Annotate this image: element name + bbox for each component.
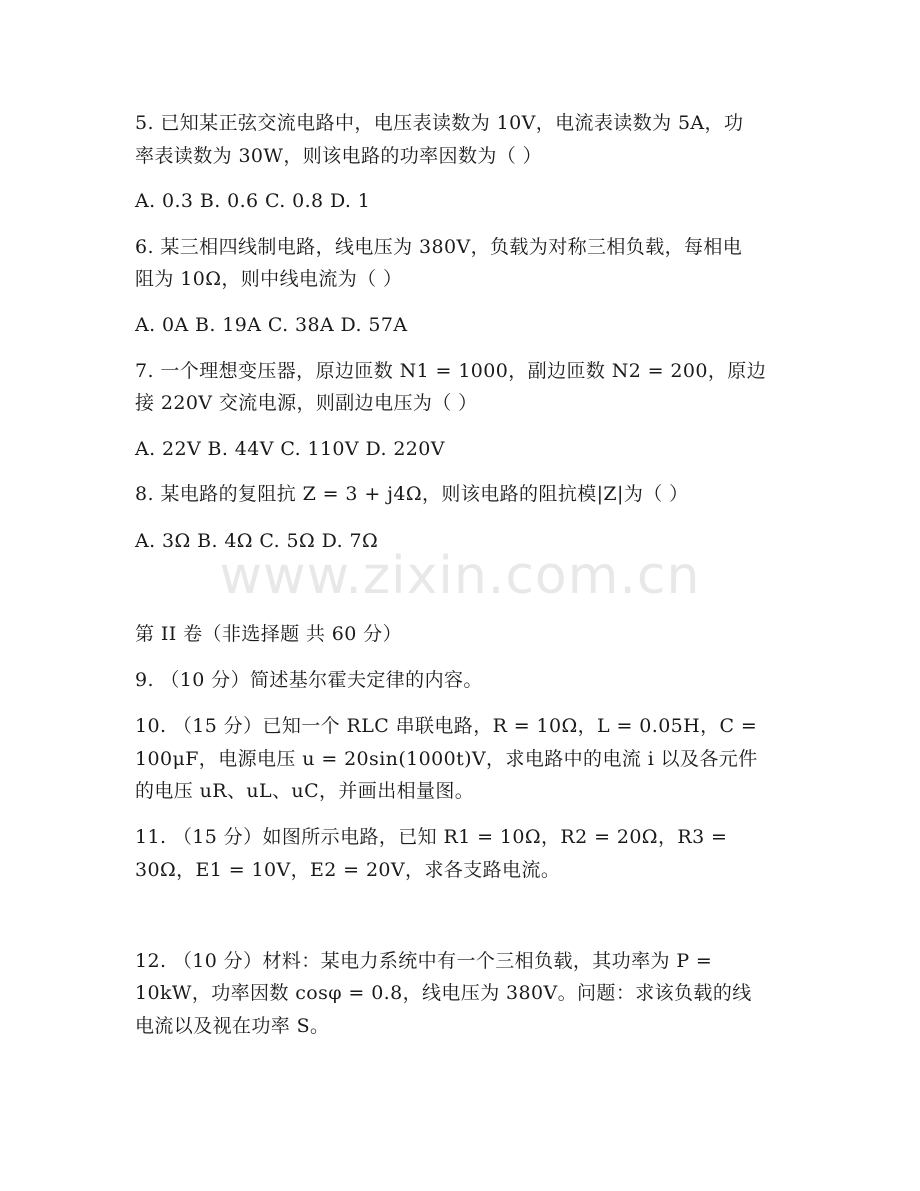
watermark: www.zixin.com.cn bbox=[219, 546, 701, 606]
question-8-text-line-1: 8. 某电路的复阻抗 Z = 3 + j4Ω，则该电路的阻抗模|Z|为（ ） bbox=[135, 483, 689, 505]
question-5-text-line-2: 率表读数为 30W，则该电路的功率因数为（ ） bbox=[135, 145, 542, 167]
question-12-text-line-2: 10kW，功率因数 cosφ = 0.8，线电压为 380V。问题：求该负载的线 bbox=[135, 982, 752, 1004]
question-6-options: A. 0A B. 19A C. 38A D. 57A bbox=[135, 314, 408, 336]
question-8-options: A. 3Ω B. 4Ω C. 5Ω D. 7Ω bbox=[135, 530, 379, 552]
question-5-options: A. 0.3 B. 0.6 C. 0.8 D. 1 bbox=[135, 190, 371, 212]
question-9-text: 9. （10 分）简述基尔霍夫定律的内容。 bbox=[135, 669, 483, 691]
question-10-text-line-1: 10. （15 分）已知一个 RLC 串联电路，R = 10Ω，L = 0.05H，C = bbox=[135, 715, 758, 737]
question-5-text-line-1: 5. 已知某正弦交流电路中，电压表读数为 10V，电流表读数为 5A，功 bbox=[135, 112, 744, 134]
section-title: 第 II 卷（非选择题 共 60 分） bbox=[135, 623, 402, 645]
question-6-text-line-1: 6. 某三相四线制电路，线电压为 380V，负载为对称三相负载，每相电 bbox=[135, 236, 743, 258]
question-7-options: A. 22V B. 44V C. 110V D. 220V bbox=[135, 438, 445, 460]
question-12-text-line-3: 电流以及视在功率 S。 bbox=[135, 1015, 330, 1037]
question-7-text-line-2: 接 220V 交流电源，则副边电压为（ ） bbox=[135, 392, 478, 414]
question-11-text-line-2: 30Ω，E1 = 10V，E2 = 20V，求各支路电流。 bbox=[135, 859, 561, 881]
question-12-text-line-1: 12. （10 分）材料：某电力系统中有一个三相负载，其功率为 P = bbox=[135, 950, 713, 972]
question-11-text-line-1: 11. （15 分）如图所示电路，已知 R1 = 10Ω，R2 = 20Ω，R3 = bbox=[135, 826, 728, 848]
question-10-text-line-3: 的电压 uR、uL、uC，并画出相量图。 bbox=[135, 780, 475, 802]
question-7-text-line-1: 7. 一个理想变压器，原边匝数 N1 = 1000，副边匝数 N2 = 200，原边 bbox=[135, 360, 767, 382]
question-10-text-line-2: 100μF，电源电压 u = 20sin(1000t)V，求电路中的电流 i 以及各元件 bbox=[135, 748, 758, 770]
question-6-text-line-2: 阻为 10Ω，则中线电流为（ ） bbox=[135, 268, 403, 290]
